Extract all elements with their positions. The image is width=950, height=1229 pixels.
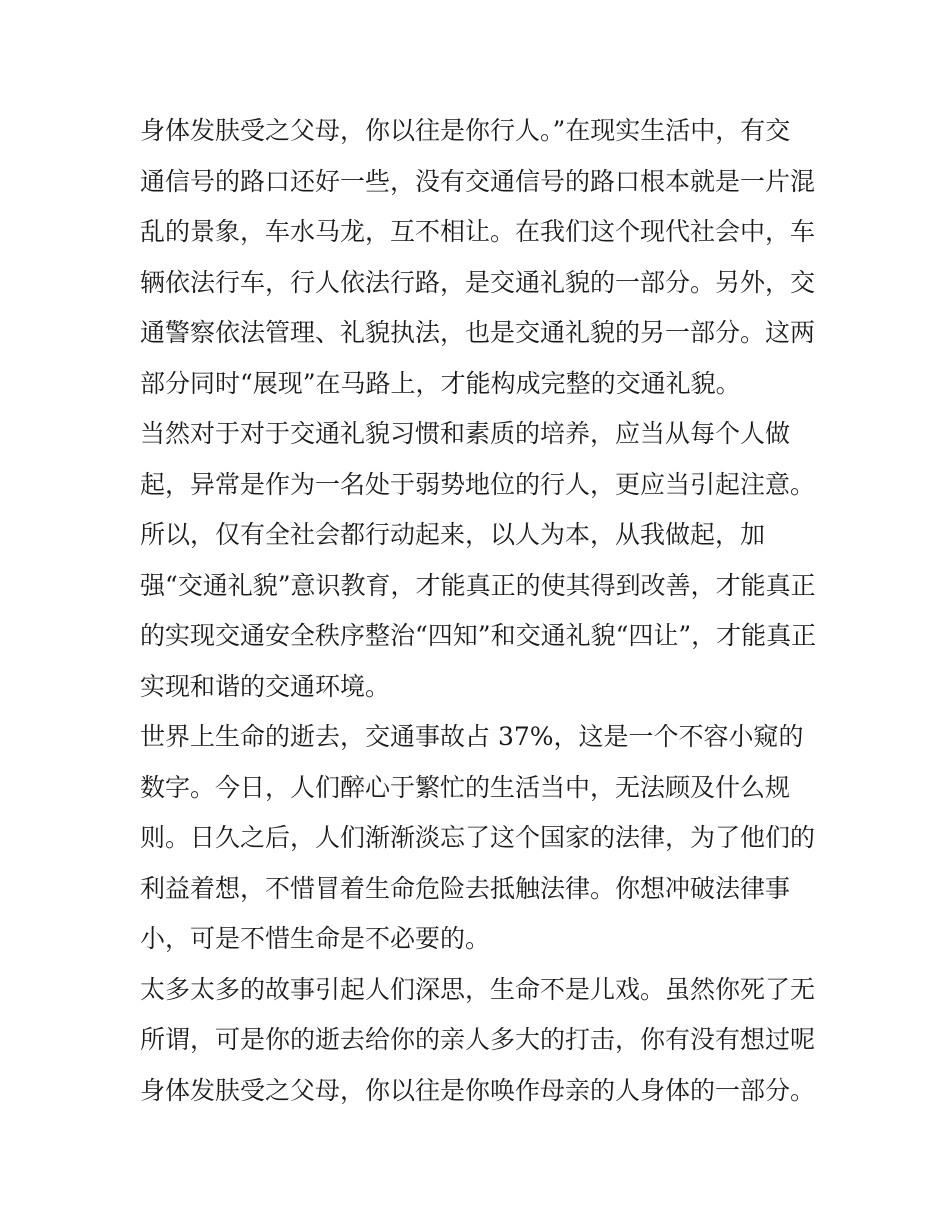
text-line: 所以，仅有全社会都行动起来，以人为本，从我做起，加	[140, 520, 766, 549]
text-line: 小，可是不惜生命是不必要的。	[140, 924, 491, 953]
text-line: 太多太多的故事引起人们深思，生命不是儿戏。虽然你死了无	[140, 974, 816, 1004]
text-line: 部分同时“展现”在马路上，才能构成完整的交通礼貌。	[140, 368, 741, 398]
document-body-text	[140, 106, 820, 1116]
text-line: 利益着想，不惜冒着生命危险去抵触法律。你想冲破法律事	[140, 873, 791, 903]
text-line: 身体发肤受之父母，你以往是你行人。”在现实生活中，有交	[140, 116, 791, 145]
text-line: 通信号的路口还好一些，没有交通信号的路口根本就是一片混	[140, 166, 816, 196]
text-line: 的实现交通安全秩序整治“四知”和交通礼貌“四让”，才能真正	[140, 621, 817, 650]
text-line: 身体发肤受之父母，你以往是你唤作母亲的人身体的一部分。	[140, 1075, 816, 1105]
text-line: 强“交通礼貌”意识教育，才能真正的使其得到改善，才能真正	[140, 570, 816, 600]
text-line: 所谓，可是你的逝去给你的亲人多大的打击，你有没有想过呢	[140, 1025, 816, 1054]
text-line: 则。日久之后，人们渐渐淡忘了这个国家的法律，为了他们的	[140, 823, 816, 852]
text-line: 世界上生命的逝去，交通事故占 37%，这是一个不容小窥的	[140, 722, 804, 751]
text-line: 实现和谐的交通环境。	[140, 671, 391, 701]
text-line: 辆依法行车，行人依法行路，是交通礼貌的一部分。另外，交	[140, 267, 816, 297]
text-line: 通警察依法管理、礼貌执法，也是交通礼貌的另一部分。这两	[140, 318, 816, 347]
text-line: 当然对于对于交通礼貌习惯和素质的培养，应当从每个人做	[140, 419, 791, 448]
text-line: 乱的景象，车水马龙，互不相让。在我们这个现代社会中，车	[140, 217, 816, 246]
text-line: 数字。今日，人们醉心于繁忙的生活当中，无法顾及什么规	[140, 772, 791, 802]
text-line: 起，异常是作为一名处于弱势地位的行人，更应当引起注意。	[140, 469, 816, 499]
